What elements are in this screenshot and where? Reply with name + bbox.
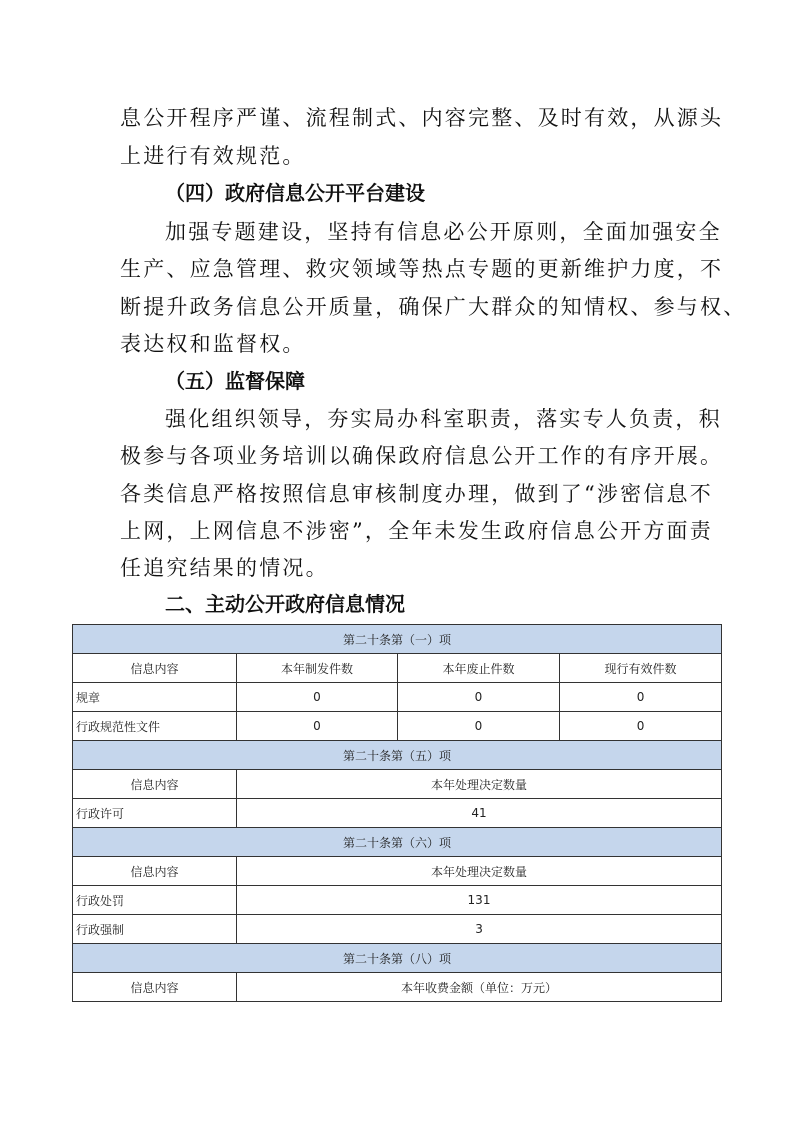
row-label-cell: 行政许可 bbox=[73, 799, 237, 828]
value-cell: 0 bbox=[237, 712, 398, 741]
section-title-cell: 第二十条第（八）项 bbox=[73, 944, 722, 973]
table-row bbox=[73, 886, 722, 915]
paragraph-line: 各类信息严格按照信息审核制度办理，做到了“涉密信息不 bbox=[120, 482, 713, 506]
header-cell: 本年收费金额（单位：万元） bbox=[237, 973, 722, 1002]
header-cell: 信息内容 bbox=[73, 857, 237, 886]
subsection-heading-5: （五）监督保障 bbox=[165, 369, 305, 393]
paragraph-line: 断提升政务信息公开质量，确保广大群众的知情权、参与权、 bbox=[120, 295, 747, 319]
paragraph-line: 加强专题建设，坚持有信息必公开原则，全面加强安全 bbox=[165, 220, 722, 244]
header-cell: 现行有效件数 bbox=[560, 654, 722, 683]
value-cell: 0 bbox=[398, 683, 560, 712]
row-label-cell: 行政规范性文件 bbox=[73, 712, 237, 741]
value-cell: 0 bbox=[560, 683, 722, 712]
table-section-row bbox=[73, 741, 722, 770]
table-header-row bbox=[73, 857, 722, 886]
row-label-cell: 规章 bbox=[73, 683, 237, 712]
paragraph-line: 表达权和监督权。 bbox=[120, 332, 306, 356]
table-header-row bbox=[73, 973, 722, 1002]
subsection-heading-4: （四）政府信息公开平台建设 bbox=[165, 181, 425, 205]
value-cell: 0 bbox=[237, 683, 398, 712]
table-row bbox=[73, 712, 722, 741]
header-cell: 本年制发件数 bbox=[237, 654, 398, 683]
disclosure-table bbox=[72, 624, 722, 1002]
header-cell: 信息内容 bbox=[73, 770, 237, 799]
header-cell: 本年处理决定数量 bbox=[237, 770, 722, 799]
table-row bbox=[73, 683, 722, 712]
paragraph-line: 上进行有效规范。 bbox=[120, 144, 306, 168]
section-title-cell: 第二十条第（五）项 bbox=[73, 741, 722, 770]
paragraph-line: 息公开程序严谨、流程制式、内容完整、及时有效，从源头 bbox=[120, 106, 724, 130]
section-title-cell: 第二十条第（六）项 bbox=[73, 828, 722, 857]
value-cell: 0 bbox=[398, 712, 560, 741]
header-cell: 信息内容 bbox=[73, 654, 237, 683]
value-cell: 0 bbox=[560, 712, 722, 741]
table-section-row bbox=[73, 625, 722, 654]
table-row bbox=[73, 799, 722, 828]
header-cell: 本年废止件数 bbox=[398, 654, 560, 683]
value-cell: 41 bbox=[237, 799, 722, 828]
section-heading: 二、主动公开政府信息情况 bbox=[165, 592, 405, 616]
paragraph-line: 极参与各项业务培训以确保政府信息公开工作的有序开展。 bbox=[120, 444, 724, 468]
value-cell: 131 bbox=[237, 886, 722, 915]
header-cell: 本年处理决定数量 bbox=[237, 857, 722, 886]
value-cell: 3 bbox=[237, 915, 722, 944]
paragraph-line: 上网，上网信息不涉密”，全年未发生政府信息公开方面责 bbox=[120, 519, 713, 543]
table-section-row bbox=[73, 828, 722, 857]
table-row bbox=[73, 915, 722, 944]
row-label-cell: 行政处罚 bbox=[73, 886, 237, 915]
table-header-row bbox=[73, 654, 722, 683]
table-section-row bbox=[73, 944, 722, 973]
section-title-cell: 第二十条第（一）项 bbox=[73, 625, 722, 654]
paragraph-line: 强化组织领导，夯实局办科室职责，落实专人负责，积 bbox=[165, 407, 722, 431]
table-header-row bbox=[73, 770, 722, 799]
paragraph-line: 任追究结果的情况。 bbox=[120, 556, 329, 580]
header-cell: 信息内容 bbox=[73, 973, 237, 1002]
paragraph-line: 生产、应急管理、救灾领域等热点专题的更新维护力度，不 bbox=[120, 257, 724, 281]
row-label-cell: 行政强制 bbox=[73, 915, 237, 944]
